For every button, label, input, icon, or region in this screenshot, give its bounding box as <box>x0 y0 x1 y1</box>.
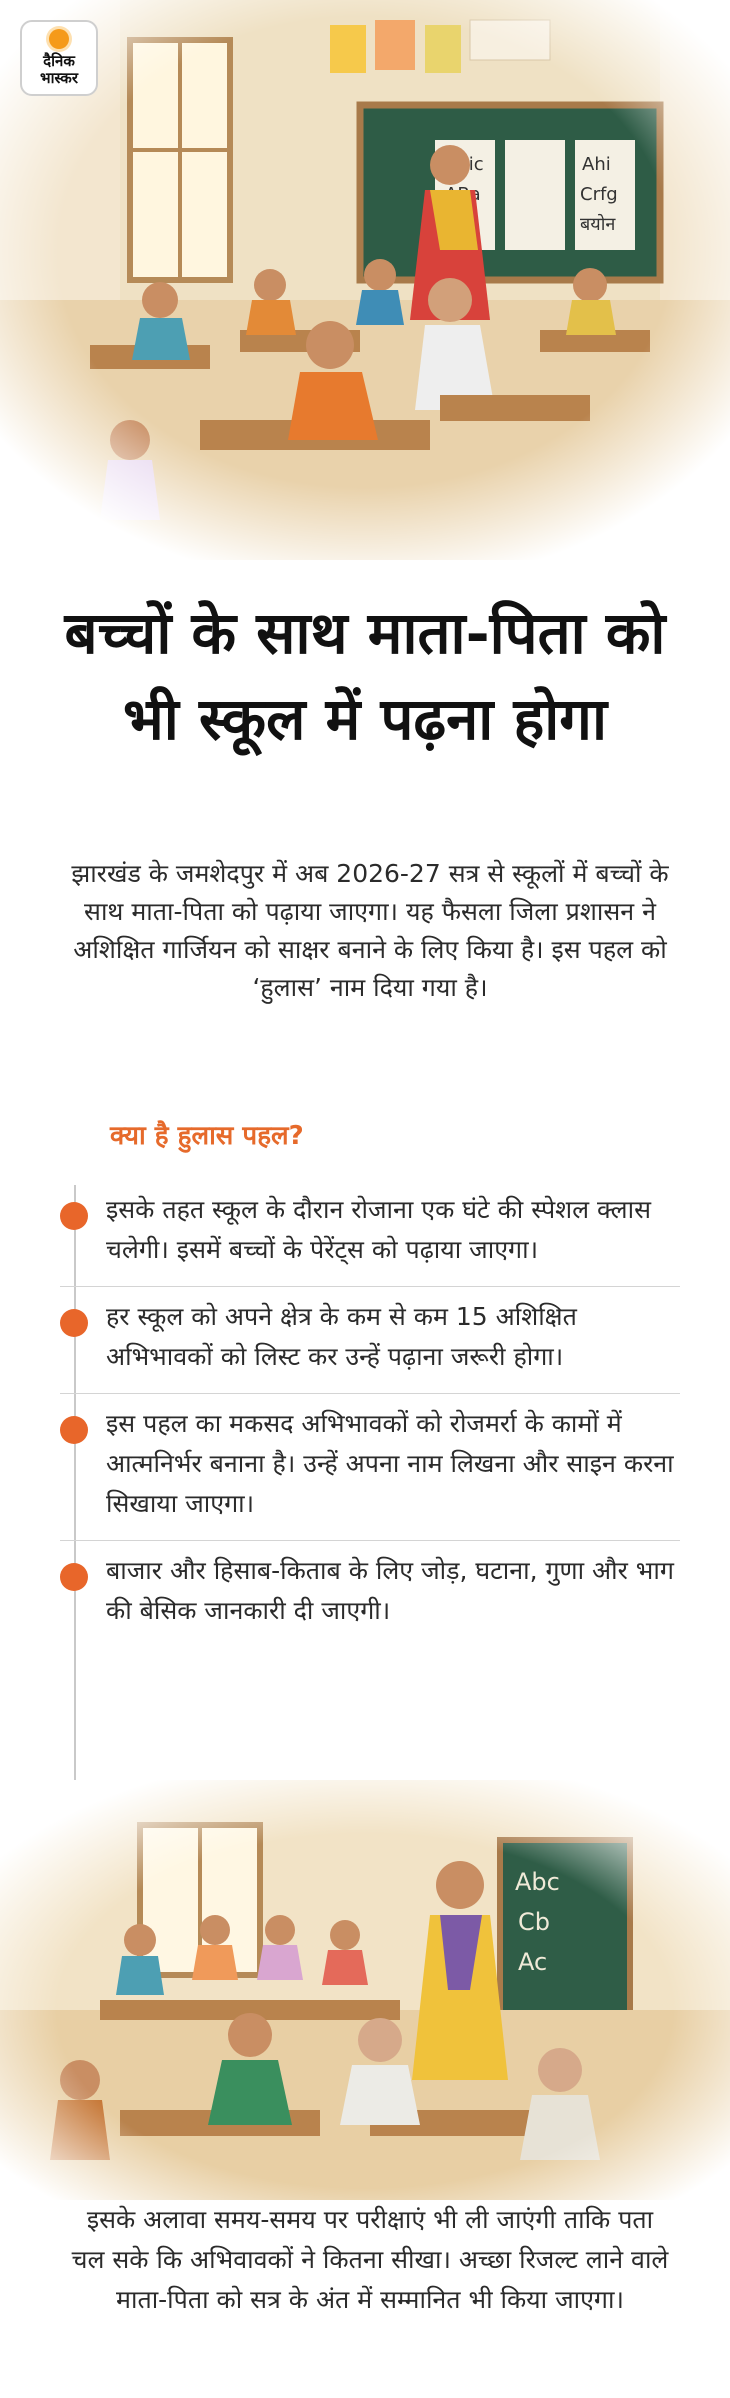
bullet-dot-icon <box>60 1416 88 1444</box>
closing-paragraph: इसके अलावा समय-समय पर परीक्षाएं भी ली जाएंगी ताकि पता चल सके कि अभिवावकों ने कितना सीखा। अच्छा रिजल्ट लाने वाले माता-पिता को सत्र के अंत में सम्मानित भी किया जाएगा। <box>71 2205 669 2314</box>
list-item <box>60 1540 680 1647</box>
classroom-illustration-bottom <box>0 1780 730 2200</box>
points-list <box>60 1180 680 1647</box>
logo-text-line2: भास्कर <box>40 69 78 87</box>
section-heading: क्या है हुलास पहल? <box>110 1121 304 1151</box>
sun-icon <box>49 29 69 49</box>
list-item-text: इसके तहत स्कूल के दौरान रोजाना एक घंटे की स्पेशल क्लास चलेगी। इसमें बच्चों के पेरेंट्स को पढ़ाया जाएगा। <box>106 1195 651 1264</box>
bullet-dot-icon <box>60 1202 88 1230</box>
list-item <box>60 1180 680 1286</box>
logo-text-line1: दैनिक <box>43 52 75 70</box>
classroom-illustration-top <box>0 0 730 560</box>
dainik-bhaskar-logo <box>20 20 98 96</box>
list-item-text: इस पहल का मकसद अभिभावकों को रोजमर्रा के कामों में आत्मनिर्भर बनाना है। उन्हें अपना नाम लिखना और साइन करना सिखाया जाएगा। <box>106 1409 674 1518</box>
headline: बच्चों के साथ माता-पिता को भी स्कूल में पढ़ना होगा <box>64 599 666 753</box>
bullet-dot-icon <box>60 1309 88 1337</box>
list-item-text: बाजार और हिसाब-किताब के लिए जोड़, घटाना, गुणा और भाग की बेसिक जानकारी दी जाएगी। <box>106 1556 674 1625</box>
intro-paragraph: झारखंड के जमशेदपुर में अब 2026-27 सत्र से स्कूलों में बच्चों के साथ माता-पिता को पढ़ाया जाएगा। यह फैसला जिला प्रशासन ने अशिक्षित गार्जियन को साक्षर बनाने के लिए किया है। इस पहल को ‘हुलास’ नाम दिया गया है। <box>71 859 669 1002</box>
list-item <box>60 1286 680 1393</box>
bullet-dot-icon <box>60 1563 88 1591</box>
list-item <box>60 1393 680 1540</box>
list-item-text: हर स्कूल को अपने क्षेत्र के कम से कम 15 अशिक्षित अभिभावकों को लिस्ट कर उन्हें पढ़ाना जरूरी होगा। <box>106 1302 577 1371</box>
